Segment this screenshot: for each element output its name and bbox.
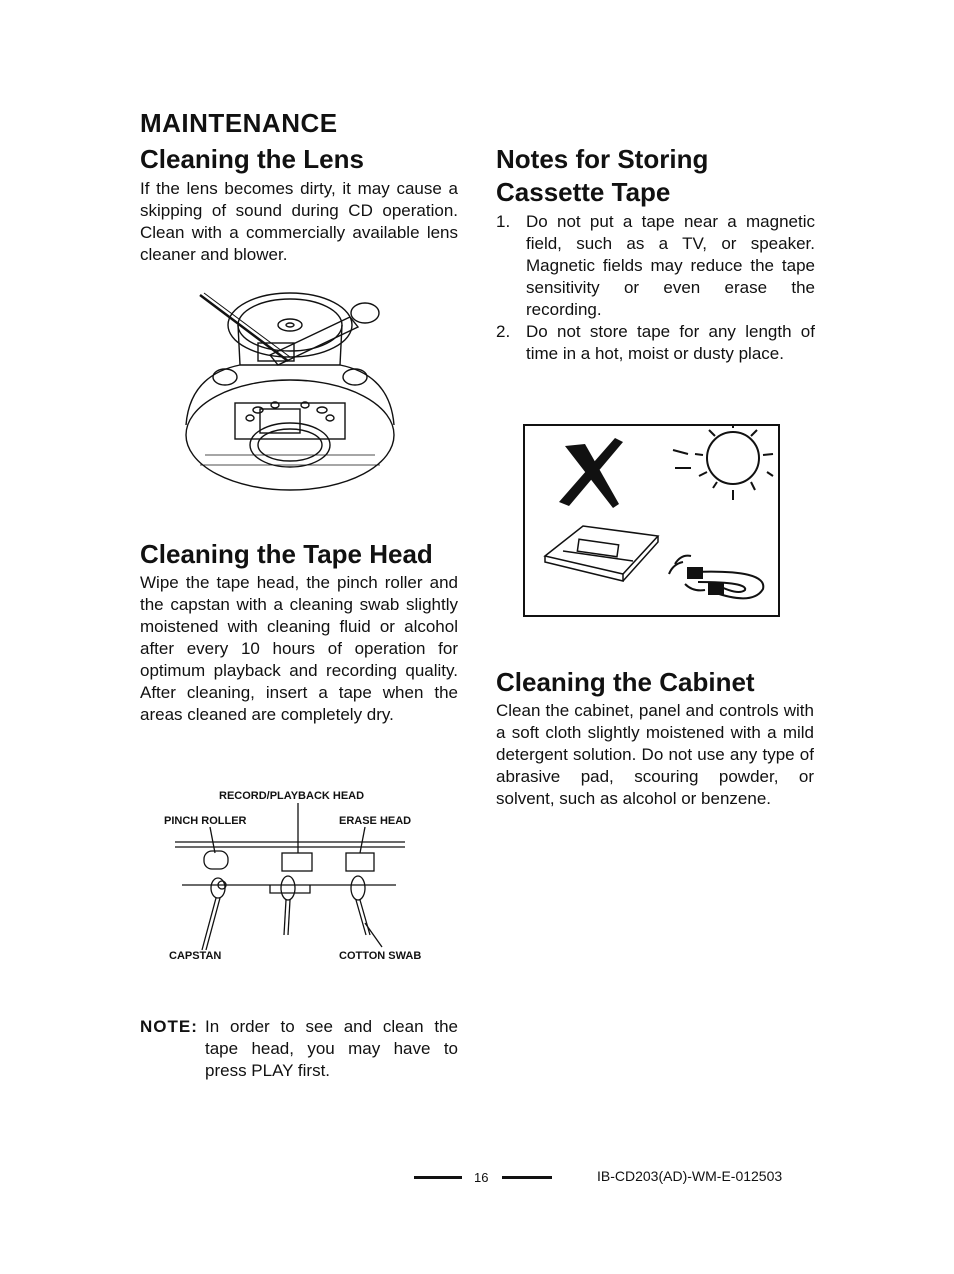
storing-notes-list [496, 211, 815, 365]
tape-head-diagram [160, 785, 450, 975]
label-cotton-swab: COTTON SWAB [339, 950, 422, 962]
footer-rule-left [414, 1176, 462, 1179]
storing-note-text: Do not store tape for any length of time in a hot, moist or dusty place. [526, 322, 815, 363]
lens-section-title: Cleaning the Lens [140, 144, 364, 174]
storing-note-number: 2. [496, 322, 511, 341]
lens-section-text: If the lens becomes dirty, it may cause a skipping of sound during CD operation. Clean with a commercially available lens cleaner and blower. [140, 179, 458, 264]
cabinet-section-title: Cleaning the Cabinet [496, 667, 755, 697]
page-number: 16 [474, 1170, 489, 1185]
cabinet-section-text: Clean the cabinet, panel and controls with a soft cloth slightly moistened with a mild detergent solution. Do not use any type of abrasive pad, scouring powder, or solvent, such as alcohol or benzene. [496, 701, 814, 808]
note-text: In order to see and clean the tape head, you may have to press PLAY first. [205, 1017, 458, 1080]
tape-head-drawing [160, 785, 450, 975]
note-label: NOTE: [140, 1017, 198, 1036]
label-erase-head: ERASE HEAD [339, 815, 412, 827]
page-heading: MAINTENANCE [140, 108, 338, 138]
document-code: IB-CD203(AD)-WM-E-012503 [597, 1168, 783, 1184]
storing-title-line1: Notes for Storing [496, 144, 709, 174]
label-record-playback-head: RECORD/PLAYBACK HEAD [219, 790, 365, 802]
storing-note-item [496, 321, 815, 365]
label-capstan: CAPSTAN [169, 950, 222, 962]
cd-player-lens-cleaning-illustration [180, 285, 400, 495]
label-pinch-roller: PINCH ROLLER [164, 815, 247, 827]
footer-rule-right [502, 1176, 552, 1179]
note-block [140, 1016, 458, 1082]
storage-warning-illustration [523, 424, 780, 617]
illustration-frame [524, 425, 779, 616]
storing-note-item [496, 211, 815, 321]
storing-title-line2: Cassette Tape [496, 177, 671, 207]
storing-note-text: Do not put a tape near a magnetic field, such as a TV, or speaker. Magnetic fields may reduce the tape sensitivity or even erase the recording. [526, 212, 815, 319]
storing-note-number: 1. [496, 212, 511, 231]
tape-head-section-title: Cleaning the Tape Head [140, 539, 433, 569]
storing-section-title [496, 143, 826, 209]
tape-head-section-text: Wipe the tape head, the pinch roller and the capstan with a cleaning swab slightly moistened with cleaning fluid or alcohol after every 10 hours of operation for optimum playback and recording quality. After cleaning, insert a tape when the areas cleaned are completely dry. [140, 573, 458, 724]
